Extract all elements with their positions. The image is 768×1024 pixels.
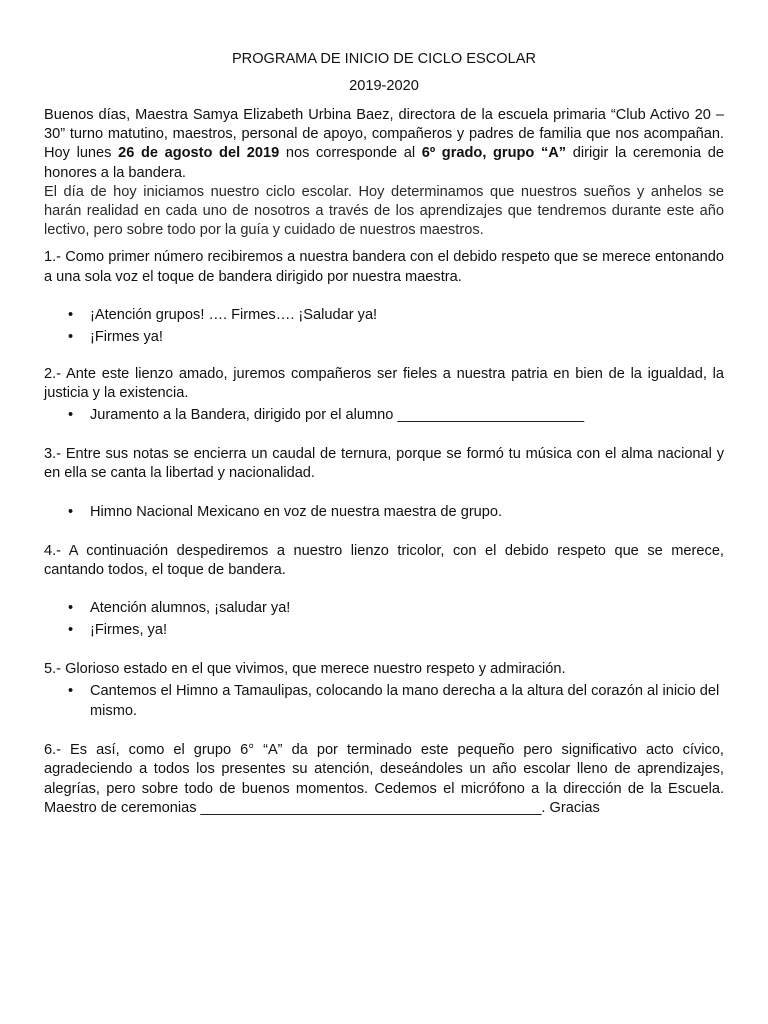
section-2 (44, 365, 724, 425)
section-5-list (44, 681, 724, 721)
list-item: • Cantemos el Himno a Tamaulipas, colocando la mano derecha a la altura del corazón al inicio del mismo. (90, 681, 724, 721)
section-3 (44, 445, 724, 521)
section-6 (44, 741, 724, 818)
intro-paragraph (44, 106, 724, 183)
section-5 (44, 660, 724, 721)
section-2-list (44, 405, 724, 425)
list-item: • ¡Atención grupos! …. Firmes…. ¡Saludar ya! (90, 305, 724, 325)
intro-date: 26 de agosto del 2019 (118, 145, 280, 162)
section-1-text: 1.- Como primer número recibiremos a nuestra bandera con el debido respeto que se merece entonando a una sola voz el toque de bandera dirigido por nuestra maestra. (44, 249, 724, 285)
school-year: 2019-2020 (349, 78, 419, 94)
section-4-text: 4.- A continuación despediremos a nuestro lienzo tricolor, con el debido respeto que se merece, cantando todos, el toque de bandera. (44, 542, 724, 578)
page-title: PROGRAMA DE INICIO DE CICLO ESCOLAR (231, 51, 537, 67)
intro-grade: 6º grado, grupo “A” (421, 145, 567, 162)
list-item: • ¡Firmes ya! (90, 327, 724, 347)
list-item: • Himno Nacional Mexicano en voz de nuestra maestra de grupo. (90, 502, 724, 522)
list-item: • Atención alumnos, ¡saludar ya! (90, 598, 724, 618)
list-item: • Juramento a la Bandera, dirigido por el alumno _______________________ (90, 405, 724, 425)
section-2-text: 2.- Ante este lienzo amado, juremos compañeros ser fieles a nuestra patria en bien de la igualdad, la justicia y la existencia. (44, 365, 724, 402)
intro-text-b: nos corresponde al (279, 145, 422, 162)
section-4 (44, 542, 724, 640)
document-page (44, 50, 724, 818)
section-1 (44, 248, 724, 346)
section-3-text: 3.- Entre sus notas se encierra un caudal de ternura, porque se formó tu música con el alma nacional y en ella se canta la libertad y nacionalidad. (44, 446, 724, 482)
section-5-text: 5.- Glorioso estado en el que vivimos, que merece nuestro respeto y admiración. (44, 661, 566, 678)
section-3-list (44, 502, 724, 522)
section-1-list (44, 305, 724, 347)
intro-paragraph-2: El día de hoy iniciamos nuestro ciclo escolar. Hoy determinamos que nuestros sueños y anhelos se harán realidad en cada uno de nosotros a través de los aprendizajes que tendremos durante este año lectivo, pero sobre todo por la guía y cuidado de nuestros maestros. (44, 183, 724, 239)
intro-text-c: dirigir la ceremonia de honores a la bandera. (44, 145, 724, 181)
list-item: • ¡Firmes, ya! (90, 620, 724, 640)
section-6-text: 6.- Es así, como el grupo 6° “A” da por terminado este pequeño pero significativo acto cívico, agradeciendo a todos los presentes su atención, deseándoles un año escolar lleno de aprendizajes, alegrías, pero sobre todo de buenos momentos. Cedemos el micrófono a la dirección de la Escuela. Maestro de ceremonias __________________________________________. Gracias (44, 742, 724, 816)
intro-text-a: Buenos días, Maestra Samya Elizabeth Urbina Baez, directora de la escuela primaria “Club Activo 20 – 30” turno matutino, maestros, personal de apoyo, compañeros y padres de familia que nos acompañan. Hoy lunes (44, 107, 724, 162)
section-4-list (44, 598, 724, 640)
